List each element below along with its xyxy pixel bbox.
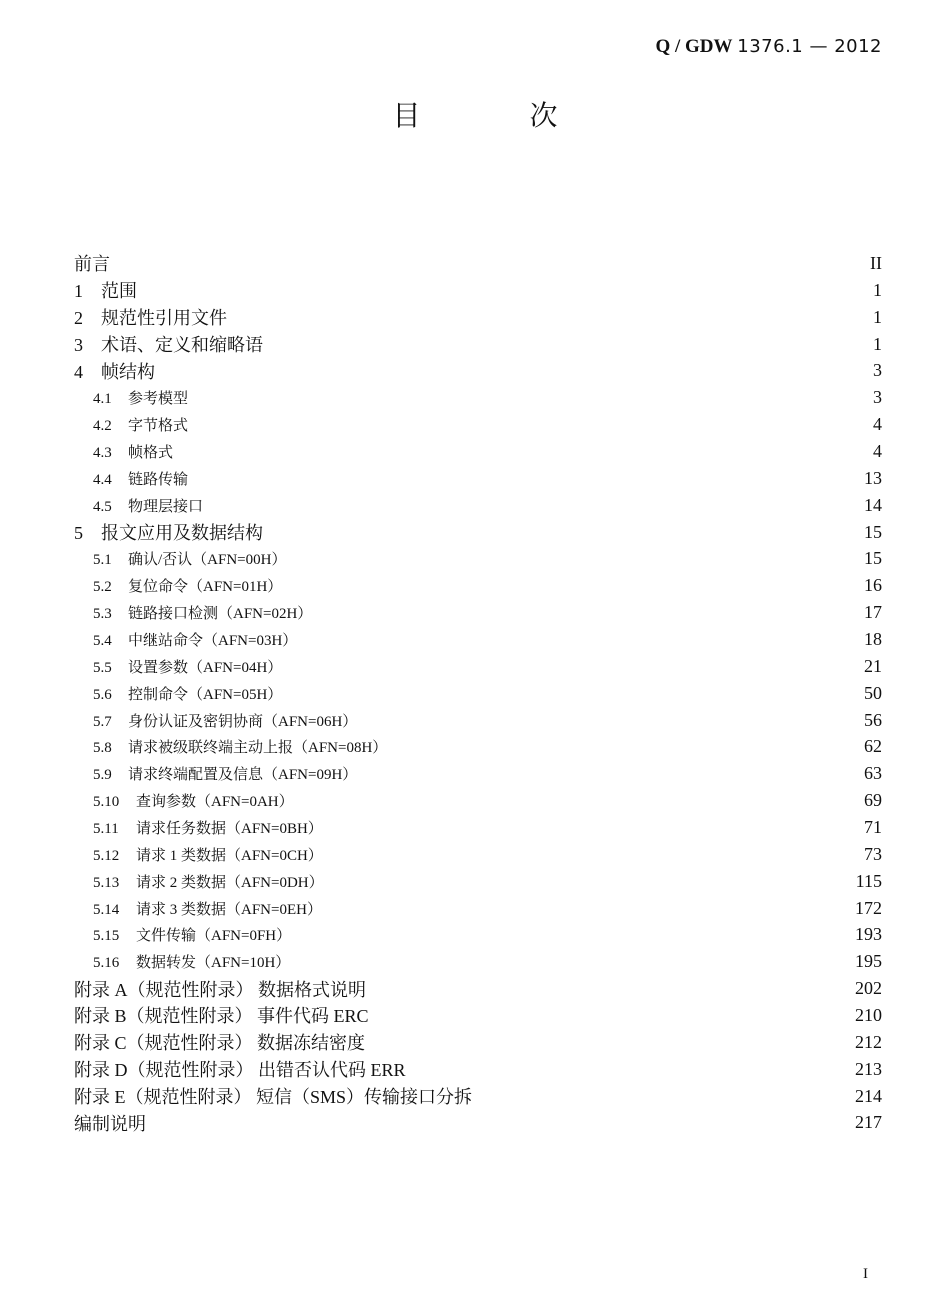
toc-entry-label	[93, 602, 312, 623]
toc-entry-title: 规范性引用文件	[101, 308, 227, 329]
toc-entry-page: 17	[864, 602, 882, 623]
toc-entry[interactable]	[74, 948, 882, 975]
toc-entry[interactable]	[74, 733, 882, 760]
toc-entry-page: 69	[864, 790, 882, 811]
toc-entry-number: 5.6	[93, 686, 112, 703]
toc-entry-title: 帧格式	[128, 444, 174, 461]
toc-entry-title: 文件传输（AFN=0FH）	[136, 928, 292, 945]
toc-entry[interactable]	[74, 304, 882, 331]
toc-entry-label	[93, 844, 323, 865]
toc-entry-title: 范围	[101, 281, 137, 302]
toc-entry[interactable]	[74, 357, 882, 384]
toc-entry-label	[93, 736, 387, 757]
toc-entry-page: 14	[864, 494, 882, 515]
toc-entry-title: 报文应用及数据结构	[101, 523, 263, 544]
toc-entry-page: 62	[864, 736, 882, 757]
toc-entry-page: 18	[864, 628, 882, 649]
toc-entry-number: 4	[74, 361, 83, 382]
page-title: 目 次	[392, 99, 608, 132]
toc-entry-page: 1	[873, 333, 882, 354]
toc-entry[interactable]	[74, 707, 882, 734]
toc-entry-label	[74, 250, 110, 276]
toc-entry-number: 4.2	[93, 418, 112, 435]
toc-entry[interactable]	[74, 492, 882, 519]
toc-entry-number: 5.13	[93, 874, 120, 891]
toc-entry-number: 5.3	[93, 606, 112, 623]
toc-entry-label	[74, 1002, 369, 1028]
toc-entry-title: 附录 C（规范性附录） 数据冻结密度	[74, 1033, 366, 1054]
toc-entry-number: 4.3	[93, 444, 112, 461]
toc-entry[interactable]	[74, 277, 882, 304]
toc-entry-number: 2	[74, 308, 83, 329]
toc-entry[interactable]	[74, 599, 882, 626]
toc-entry-page: 15	[864, 548, 882, 569]
toc-entry-title: 数据转发（AFN=10H）	[136, 955, 291, 972]
toc-entry-page: 71	[864, 816, 882, 837]
toc-entry-title: 术语、定义和缩略语	[101, 335, 263, 355]
toc-entry-page: 73	[864, 843, 882, 864]
toc-entry-number: 5.9	[93, 767, 112, 784]
toc-entry[interactable]	[74, 921, 882, 948]
toc-entry[interactable]	[74, 626, 882, 653]
toc-entry-label	[74, 1110, 146, 1136]
toc-entry[interactable]	[74, 814, 882, 841]
toc-entry-title: 链路接口检测（AFN=02H）	[128, 606, 313, 623]
toc-entry-label	[74, 358, 155, 384]
toc-entry-number: 5.15	[93, 928, 120, 945]
toc-entry[interactable]	[74, 760, 882, 787]
toc-entry[interactable]	[74, 411, 882, 438]
toc-entry-page: 1	[873, 306, 882, 327]
toc-entry-page: 1	[873, 279, 882, 300]
toc-entry-title: 前言	[74, 254, 110, 275]
toc-entry-number: 5.10	[93, 794, 120, 811]
toc-entry-label	[74, 304, 227, 330]
toc-entry-label	[93, 629, 297, 650]
toc-entry[interactable]	[74, 545, 882, 572]
toc-entry-number: 5.14	[93, 901, 120, 918]
toc-entry[interactable]	[74, 787, 882, 814]
toc-entry-label	[93, 441, 173, 462]
toc-entry-number: 5.5	[93, 659, 112, 676]
toc-entry-number: 5.12	[93, 847, 120, 864]
toc-entry-number: 4.4	[93, 471, 112, 488]
toc-entry-label	[93, 468, 188, 489]
toc-entry-title: 物理层接口	[128, 498, 204, 515]
toc-entry-number: 5.11	[93, 820, 119, 837]
toc-entry[interactable]	[74, 1056, 882, 1083]
toc-entry-title: 请求 1 类数据（AFN=0CH）	[136, 847, 323, 864]
toc-entry-number: 4.1	[93, 391, 112, 408]
toc-entry-title: 复位命令（AFN=01H）	[128, 579, 283, 596]
toc-entry-page: 3	[873, 387, 882, 408]
standard-header	[655, 36, 882, 58]
toc-entry[interactable]	[74, 331, 882, 358]
toc-entry-title: 请求 3 类数据（AFN=0EH）	[136, 901, 322, 918]
toc-entry-label	[74, 331, 263, 357]
toc-entry-label	[93, 817, 323, 838]
toc-entry[interactable]	[74, 1110, 882, 1137]
toc-entry-page: 217	[855, 1112, 882, 1133]
toc-entry[interactable]	[74, 465, 882, 492]
toc-entry[interactable]	[74, 384, 882, 411]
toc-entry-label	[74, 976, 366, 1002]
toc-entry-number: 4.5	[93, 498, 112, 515]
toc-entry-page: 213	[855, 1058, 882, 1079]
toc-entry-label	[93, 951, 290, 972]
toc-entry-title: 附录 D（规范性附录） 出错否认代码 ERR	[74, 1060, 406, 1081]
toc-entry-page: 210	[855, 1004, 882, 1025]
toc-entry-label	[74, 519, 263, 545]
toc-entry-label	[93, 710, 357, 731]
toc-entry[interactable]	[74, 841, 882, 868]
toc-entry-title: 附录 B（规范性附录） 事件代码 ERC	[74, 1006, 369, 1027]
toc-entry-title: 身份认证及密钥协商（AFN=06H）	[128, 713, 358, 730]
toc-entry-number: 3	[74, 335, 83, 355]
toc-entry-page: 212	[855, 1031, 882, 1052]
toc-entry[interactable]	[74, 250, 882, 277]
toc-entry-page: 56	[864, 709, 882, 730]
page-number: I	[863, 1266, 868, 1282]
standard-number: 1376.1 — 2012	[737, 36, 882, 57]
toc-entry-page: II	[870, 252, 882, 273]
toc-entry-page: 50	[864, 682, 882, 703]
toc-entry-title: 附录 E（规范性附录） 短信（SMS）传输接口分拆	[74, 1087, 473, 1108]
toc-entry[interactable]	[74, 895, 882, 922]
toc-entry-title: 附录 A（规范性附录） 数据格式说明	[74, 979, 366, 1000]
toc-entry-page: 195	[855, 951, 882, 972]
toc-entry-title: 请求任务数据（AFN=0BH）	[136, 820, 323, 837]
standard-code: Q / GDW	[655, 36, 733, 57]
toc-entry-page: 21	[864, 655, 882, 676]
toc-entry-title: 请求终端配置及信息（AFN=09H）	[128, 767, 358, 784]
toc-entry-label	[74, 1029, 365, 1055]
toc-entry-page: 172	[855, 897, 882, 918]
toc-entry-label	[93, 898, 322, 919]
toc-entry-number: 5.2	[93, 579, 112, 596]
toc-entry-label	[74, 1056, 406, 1082]
toc-entry[interactable]	[74, 438, 882, 465]
toc-entry-title: 请求被级联终端主动上报（AFN=08H）	[128, 740, 388, 757]
toc-entry-title: 控制命令（AFN=05H）	[128, 686, 283, 703]
toc-entry-number: 5.4	[93, 632, 112, 649]
toc-entry-title: 确认/否认（AFN=00H）	[128, 552, 287, 569]
toc-entry-number: 5.7	[93, 713, 112, 730]
toc-entry-page: 16	[864, 575, 882, 596]
toc-entry-number: 5.16	[93, 955, 120, 972]
toc-entry[interactable]	[74, 572, 882, 599]
toc-entry-page: 4	[873, 414, 882, 435]
toc-entry-title: 字节格式	[128, 418, 189, 435]
toc-entry-label	[93, 387, 188, 408]
toc-entry[interactable]	[74, 975, 882, 1002]
toc-entry-label	[93, 548, 286, 569]
toc-entry[interactable]	[74, 680, 882, 707]
toc-entry-label	[74, 1083, 472, 1109]
toc-entry-number: 5	[74, 523, 83, 544]
toc-entry-label	[93, 575, 282, 596]
toc-entry-label	[93, 790, 294, 811]
toc-entry[interactable]	[74, 1029, 882, 1056]
toc-entry-title: 帧结构	[101, 361, 155, 382]
toc-entry-label	[74, 277, 137, 303]
toc-entry-page: 115	[855, 870, 882, 891]
toc-entry-label	[93, 656, 282, 677]
toc-entry-title: 中继站命令（AFN=03H）	[128, 632, 298, 649]
toc-entry-page: 15	[864, 521, 882, 542]
toc-entry[interactable]	[74, 653, 882, 680]
toc-entry-number: 5.8	[93, 740, 112, 757]
toc-entry-title: 链路传输	[128, 471, 189, 488]
toc-entry-label	[93, 495, 203, 516]
toc-entry-page: 214	[855, 1085, 882, 1106]
toc-entry-page: 63	[864, 763, 882, 784]
toc-entry-page: 4	[873, 440, 882, 461]
toc-entry-label	[93, 683, 282, 704]
table-of-contents	[74, 250, 882, 1136]
toc-entry-label	[93, 763, 357, 784]
toc-entry[interactable]	[74, 868, 882, 895]
toc-entry-title: 查询参数（AFN=0AH）	[136, 794, 294, 811]
toc-entry-title: 编制说明	[74, 1113, 146, 1134]
toc-entry-number: 5.1	[93, 552, 112, 569]
toc-entry[interactable]	[74, 1083, 882, 1110]
toc-entry[interactable]	[74, 1002, 882, 1029]
toc-entry-title: 参考模型	[128, 391, 189, 408]
toc-entry-title: 设置参数（AFN=04H）	[128, 659, 283, 676]
toc-entry-number: 1	[74, 281, 83, 302]
toc-entry-page: 193	[855, 924, 882, 945]
toc-entry-page: 3	[873, 360, 882, 381]
toc-entry[interactable]	[74, 519, 882, 546]
toc-entry-label	[93, 924, 291, 945]
toc-entry-page: 13	[864, 467, 882, 488]
toc-entry-label	[93, 414, 188, 435]
toc-entry-label	[93, 871, 324, 892]
toc-entry-title: 请求 2 类数据（AFN=0DH）	[136, 874, 324, 891]
toc-entry-page: 202	[855, 978, 882, 999]
